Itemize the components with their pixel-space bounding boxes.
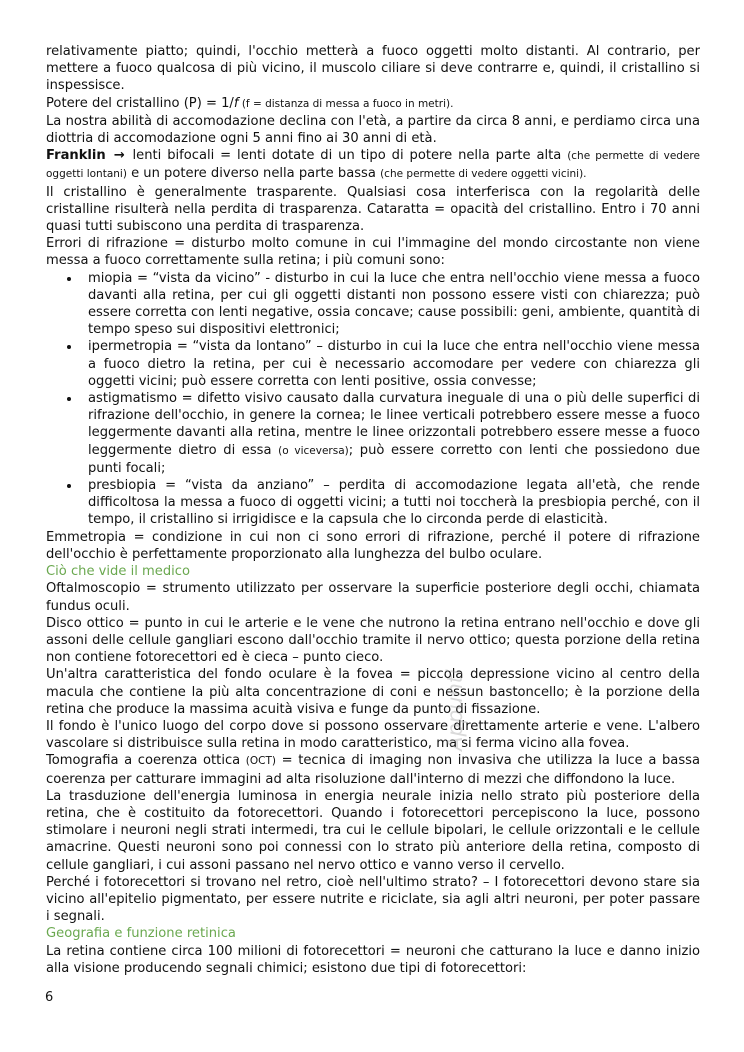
arrow-right-icon: → — [113, 148, 125, 164]
paragraph: Il cristallino è generalmente trasparente. Qualsiasi cosa interferisca con la regolarità delle cristalline risulterà nella perdita di trasparenza. Cataratta = opacità del cristallino. Entro i 70 anni quasi tutti subiscono una perdita di trasparenza. — [46, 184, 700, 235]
franklin-text-a: lenti bifocali = lenti dotate di un tipo di potere nella parte alta — [126, 148, 568, 164]
paragraph: La nostra abilità di accomodazione declina con l'età, a partire da circa 8 anni, e perdiamo circa una diottria di accomodazione ogni 5 anni fino ai 30 anni di età. — [46, 113, 700, 147]
paragraph: Errori di rifrazione = disturbo molto comune in cui l'immagine del mondo circostante non viene messa a fuoco correttamente sulla retina; i più comuni sono: — [46, 236, 700, 269]
page-number: 6 — [45, 990, 54, 1005]
refraction-errors-list — [46, 270, 700, 529]
paragraph: La retina contiene circa 100 milioni di fotorecettori = neuroni che catturano la luce e danno inizio alla visione producendo segnali chimici; esistono due tipi di fotorecettori: — [46, 943, 700, 976]
list-item-astigmatism — [88, 390, 700, 477]
astigmatism-text-a: astigmatismo = difetto visivo causato dalla curvatura ineguale di una o più delle superfici di rifrazione dell'occhio, in genere la cornea; le linee verticali potrebbero essere messe a fuoco leggermente davanti alla retina, mentre le linee orizzontali potrebbero essere messe a fuoco leggermente dietro di essa — [88, 391, 700, 458]
paragraph-lens-power — [46, 95, 700, 113]
list-item-presbyopia: presbiopia = “vista da anziano” – perdita di accomodazione legata all'età, che rende difficoltosa la messa a fuoco di oggetti vicini; a tutti noi toccherà la presbiopia perché, con il tempo, il cristallino si irrigidisce e la capsula che lo circonda perde di elasticità. — [88, 478, 700, 528]
watermark: Appunti — [443, 669, 467, 751]
section-heading: Geografia e funzione retinica — [46, 926, 236, 942]
franklin-text-b: e un potere diverso nella parte bassa — [126, 166, 381, 182]
paragraph: Un'altra caratteristica del fondo oculare è la fovea = piccola depressione vicino al centro della macula che contiene la più alta concentrazione di coni e nessun bastoncello; è la porzione della retina che produce la massima acuità visiva e funge da punto di fissazione. — [46, 667, 700, 717]
franklin-note-a: (che permette di vedere oggetti lontani) — [46, 150, 700, 181]
paragraph-oct — [46, 752, 700, 787]
franklin-term: Franklin — [46, 148, 106, 164]
paragraph-franklin — [46, 147, 700, 183]
oct-note: (OCT) — [245, 755, 276, 768]
oct-text-a: Tomografia a coerenza ottica — [46, 753, 246, 769]
list-item-myopia: miopia = “vista da vicino” - disturbo in cui la luce che entra nell'occhio viene messa a fuoco davanti alla retina, per cui gli oggetti distanti non possono essere visti con chiarezza; può essere corretta con lenti negative, ossia concave; cause possibili: geni, ambiente, quantità di tempo speso sui dispositivi elettronici; — [88, 270, 700, 338]
astigmatism-text-b: ; può essere corretto con lenti che possiedono due punti focali; — [88, 442, 701, 476]
astigmatism-note: (o viceversa) — [278, 444, 349, 457]
paragraph: Emmetropia = condizione in cui non ci sono errori di rifrazione, perché il potere di rifrazione dell'occhio è perfettamente proporzionato alla lunghezza del bulbo oculare. — [46, 529, 700, 562]
list-item-hyperopia: ipermetropia = “vista da lontano” – disturbo in cui la luce che entra nell'occhio viene messa a fuoco dietro la retina, per cui è necessario accomodare per vedere con chiarezza gli oggetti vicini; può essere corretta con lenti positive, ossia convesse; — [88, 339, 700, 389]
paragraph: La trasduzione dell'energia luminosa in energia neurale inizia nello strato più posteriore della retina, che è costituito da fotorecettori. Quando i fotorecettori percepiscono la luce, possono stimolare i neuroni negli strati intermedi, tra cui le cellule bipolari, le cellule orizzontali e le cellule amacrine. Questi neuroni sono poi connessi con lo strato più anteriore della retina, composto di cellule gangliari, i cui assoni passano nel nervo ottico e vanno verso il cervello. — [46, 788, 700, 873]
formula-variable: f — [233, 95, 239, 111]
lens-power-formula: Potere del cristallino (P) = 1/ — [46, 95, 234, 111]
document-body — [46, 43, 700, 977]
paragraph: Disco ottico = punto in cui le arterie e le vene che nutrono la retina entrano nell'occhio e dove gli assoni delle cellule gangliari escono dall'occhio tramite il nervo ottico; questa porzione della retina non contiene fotorecettori ed è cieca – punto cieco. — [46, 615, 700, 666]
section-heading: Ciò che vide il medico — [46, 564, 190, 580]
formula-note: (f = distanza di messa a fuoco in metri). — [238, 97, 454, 110]
franklin-note-b: (che permette di vedere oggetti vicini). — [380, 168, 587, 181]
paragraph: relativamente piatto; quindi, l'occhio metterà a fuoco oggetti molto distanti. Al contrario, per mettere a fuoco qualcosa di più vicino, il muscolo ciliare si deve contrarre e, quindi, il cristallino si inspessisce. — [46, 44, 700, 94]
oct-text-b: = tecnica di imaging non invasiva che utilizza la luce a bassa coerenza per catturare immagini ad alta risoluzione dall'interno di mezzi che diffondono la luce. — [46, 753, 700, 787]
paragraph: Oftalmoscopio = strumento utilizzato per osservare la superficie posteriore degli occhi, chiamata fundus oculi. — [46, 581, 700, 614]
paragraph: Perché i fotorecettori si trovano nel retro, cioè nell'ultimo strato? – I fotorecettori devono stare sia vicino all'epitelio pigmentato, per essere nutrite e riciclate, sia agli altri neuroni, per poter passare i segnali. — [46, 874, 700, 925]
paragraph: Il fondo è l'unico luogo del corpo dove si possono osservare direttamente arterie e vene. L'albero vascolare si distribuisce sulla retina in modo caratteristico, ma si ferma vicino alla fovea. — [46, 718, 700, 752]
